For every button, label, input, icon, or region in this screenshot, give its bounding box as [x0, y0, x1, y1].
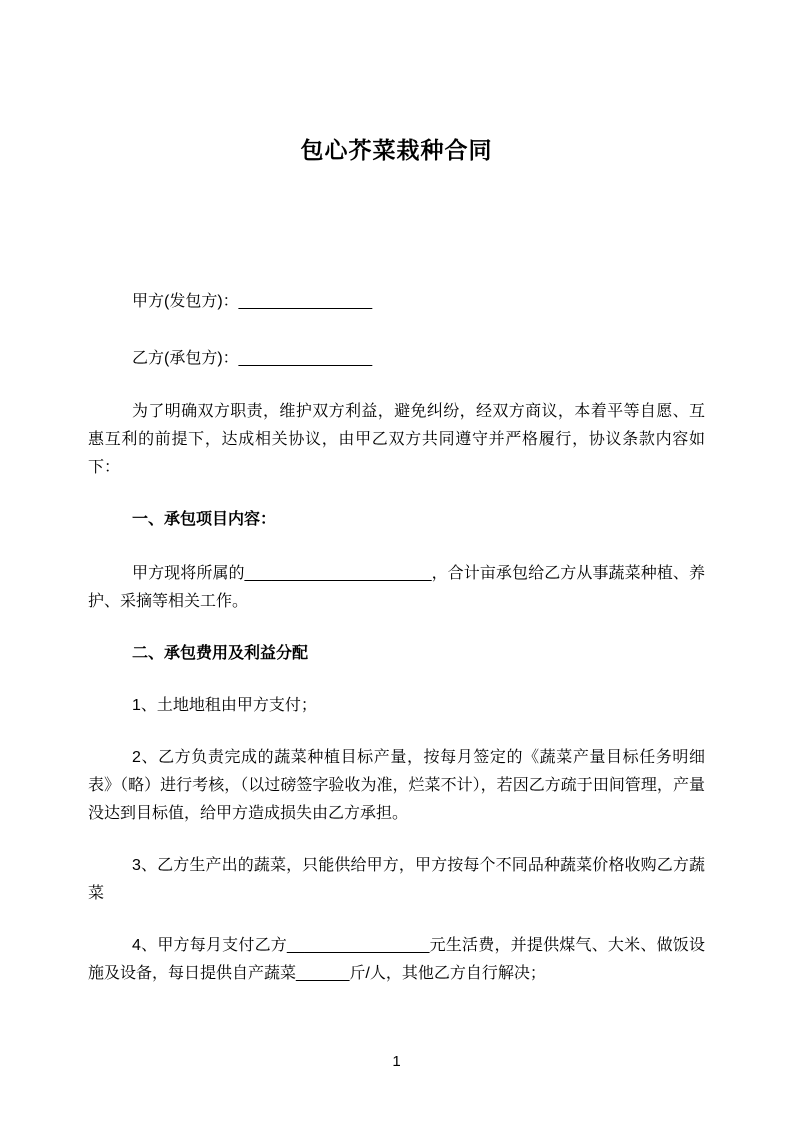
clause-2: 2、乙方负责完成的蔬菜种植目标产量，按每月签定的《蔬菜产量目标任务明细表》（略）进行考核，（以过磅签字验收为准，烂菜不计），若因乙方疏于田间管理，产量没达到目标值，给甲方造成损失由乙方承担。 — [88, 749, 705, 822]
preamble-paragraph: 为了明确双方职责，维护双方利益，避免纠纷，经双方商议，本着平等自愿、互惠互利的前提下，达成相关协议，由甲乙双方共同遵守并严格履行，协议条款内容如下： — [88, 403, 705, 476]
section-1-heading: 一、承包项目内容： — [132, 511, 277, 528]
clause-3: 3、乙方生产出的蔬菜，只能供给甲方，甲方按每个不同品种蔬菜价格收购乙方蔬菜 — [88, 857, 705, 902]
clause-1: 1、土地地租由甲方支付； — [132, 697, 317, 714]
clause-4: 4、甲方每月支付乙方________________元生活费，并提供煤气、大米、做饭设施及设备，每日提供自产蔬菜______斤/人，其他乙方自行解决； — [88, 937, 705, 982]
page-number: 1 — [392, 1053, 401, 1070]
section-2-heading: 二、承包费用及利益分配 — [132, 645, 309, 662]
party-a-line: 甲方(发包方)：_______________ — [132, 293, 373, 310]
party-b-line: 乙方(承包方)：_______________ — [132, 350, 373, 367]
section-1-paragraph: 甲方现将所属的_____________________，合计亩承包给乙方从事蔬菜种植、养护、采摘等相关工作。 — [88, 565, 705, 610]
document-title: 包心芥菜栽种合同 — [300, 137, 493, 163]
